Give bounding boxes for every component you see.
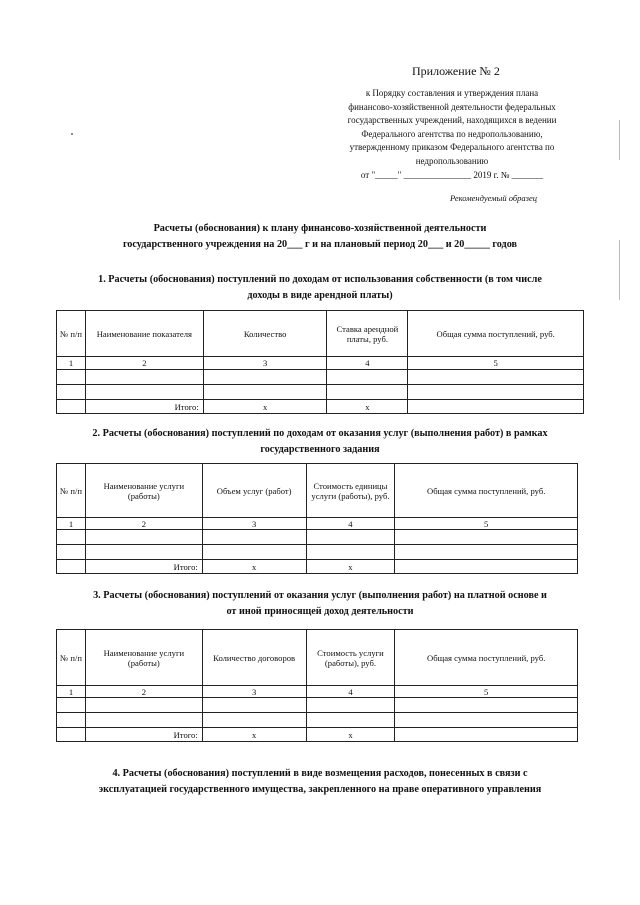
column-header: Общая сумма поступлений, руб. (395, 464, 578, 518)
column-header: Количество (203, 311, 327, 357)
appendix-reference (322, 87, 582, 182)
section-heading-line: государственного задания (260, 444, 380, 455)
column-number: 2 (85, 518, 202, 530)
table-row (57, 385, 584, 400)
section-1-heading (40, 272, 600, 304)
column-header: Ставка арендной платы, руб. (327, 311, 408, 357)
column-header: Объем услуг (работ) (202, 464, 306, 518)
column-number: 2 (85, 686, 202, 698)
scan-speck (71, 133, 73, 135)
scan-margin-line (619, 120, 620, 160)
column-number: 3 (202, 686, 306, 698)
column-number: 5 (395, 518, 578, 530)
table-cell (203, 370, 327, 385)
section-1-table (56, 310, 584, 414)
section-heading-line: 3. Расчеты (обоснования) поступлений от оказания услуг (выполнения работ) на платной основе и (93, 590, 547, 601)
table-cell (85, 545, 202, 560)
appendix-line: недропользованию (415, 155, 489, 166)
column-number: 4 (306, 686, 395, 698)
column-number: 3 (202, 518, 306, 530)
total-row (57, 728, 578, 742)
total-label: Итого: (85, 728, 202, 742)
table-cell (57, 370, 86, 385)
column-number: 5 (395, 686, 578, 698)
total-x-mark: x (202, 560, 306, 574)
appendix-line: Федерального агентства по недропользованию, (361, 128, 543, 139)
column-number: 1 (57, 357, 86, 370)
appendix-line: утвержденному приказом Федерального агентства по (349, 142, 555, 153)
section-heading-line: 2. Расчеты (обоснования) поступлений по доходам от оказания услуг (выполнения работ) в рамках (92, 428, 548, 439)
column-number: 5 (408, 357, 584, 370)
section-2-table (56, 463, 578, 574)
table-cell (203, 385, 327, 400)
column-number-row (57, 686, 578, 698)
sample-note: Рекомендуемый образец (450, 193, 537, 203)
table-row (57, 698, 578, 713)
table-cell (57, 560, 86, 574)
table-cell (306, 530, 395, 545)
appendix-title: Приложение № 2 (412, 64, 500, 78)
table-cell (85, 698, 202, 713)
table-header-row (57, 464, 578, 518)
table-cell (85, 370, 203, 385)
table-cell (306, 713, 395, 728)
total-x-mark: x (306, 728, 395, 742)
column-number: 1 (57, 686, 86, 698)
table-cell (57, 400, 86, 414)
table-cell (57, 728, 86, 742)
table-cell (57, 530, 86, 545)
column-header: № п/п (57, 464, 86, 518)
total-x-mark: x (306, 560, 395, 574)
table-cell (202, 545, 306, 560)
table-cell (85, 713, 202, 728)
table-cell (395, 728, 578, 742)
column-number-row (57, 357, 584, 370)
section-2-heading (40, 426, 600, 458)
column-header: № п/п (57, 630, 86, 686)
column-header: № п/п (57, 311, 86, 357)
main-title-line: Расчеты (обоснования) к плану финансово-хозяйственной деятельности (153, 223, 487, 234)
section-3-table (56, 629, 578, 742)
section-4-heading (40, 766, 600, 798)
table-cell (395, 545, 578, 560)
table-cell (202, 713, 306, 728)
section-heading-line: от иной приносящей доход деятельности (226, 606, 414, 617)
table-row (57, 545, 578, 560)
section-heading-line: 4. Расчеты (обоснования) поступлений в виде возмещения расходов, понесенных в связи с (112, 768, 528, 779)
table-cell (395, 713, 578, 728)
table-cell (395, 530, 578, 545)
table-cell (57, 545, 86, 560)
table-cell (408, 370, 584, 385)
table-cell (395, 698, 578, 713)
total-x-mark: x (202, 728, 306, 742)
column-number-row (57, 518, 578, 530)
appendix-line: к Порядку составления и утверждения плана (365, 88, 539, 98)
total-x-mark: x (203, 400, 327, 414)
table-cell (306, 698, 395, 713)
total-label: Итого: (85, 560, 202, 574)
section-heading-line: доходы в виде арендной платы) (247, 290, 393, 301)
table-cell (57, 713, 86, 728)
table-cell (395, 560, 578, 574)
table-row (57, 713, 578, 728)
column-header: Стоимость единицы услуги (работы), руб. (306, 464, 395, 518)
section-heading-line: 1. Расчеты (обоснования) поступлений по доходам от использования собственности (в том числе (98, 274, 542, 285)
table-row (57, 530, 578, 545)
total-row (57, 560, 578, 574)
table-cell (327, 370, 408, 385)
column-number: 4 (327, 357, 408, 370)
table-cell (202, 530, 306, 545)
column-header: Наименование показателя (85, 311, 203, 357)
table-cell (408, 400, 584, 414)
column-header: Количество договоров (202, 630, 306, 686)
column-number: 2 (85, 357, 203, 370)
appendix-line: финансово-хозяйственной деятельности федеральных (348, 101, 556, 112)
table-row (57, 370, 584, 385)
appendix-line: государственных учреждений, находящихся в ведении (347, 115, 557, 126)
column-header: Общая сумма поступлений, руб. (408, 311, 584, 357)
main-title-line: государственного учреждения на 20___ г и на плановый период 20___ и 20_____ годов (122, 239, 518, 250)
table-cell (408, 385, 584, 400)
table-header-row (57, 630, 578, 686)
column-header: Общая сумма поступлений, руб. (395, 630, 578, 686)
total-row (57, 400, 584, 414)
table-cell (85, 530, 202, 545)
column-number: 3 (203, 357, 327, 370)
column-header: Наименование услуги (работы) (85, 464, 202, 518)
main-title (40, 221, 600, 253)
table-cell (327, 385, 408, 400)
scan-margin-line (619, 240, 620, 300)
column-header: Стоимость услуги (работы), руб. (306, 630, 395, 686)
column-number: 4 (306, 518, 395, 530)
section-heading-line: эксплуатацией государственного имущества, закрепленного на праве оперативного управления (98, 784, 542, 795)
table-header-row (57, 311, 584, 357)
table-cell (202, 698, 306, 713)
total-x-mark: x (327, 400, 408, 414)
column-number: 1 (57, 518, 86, 530)
appendix-date-line: от "_____" _______________ 2019 г. № _______ (360, 169, 544, 180)
table-cell (57, 385, 86, 400)
table-cell (306, 545, 395, 560)
section-3-heading (40, 588, 600, 620)
table-cell (85, 385, 203, 400)
table-cell (57, 698, 86, 713)
total-label: Итого: (85, 400, 203, 414)
column-header: Наименование услуги (работы) (85, 630, 202, 686)
